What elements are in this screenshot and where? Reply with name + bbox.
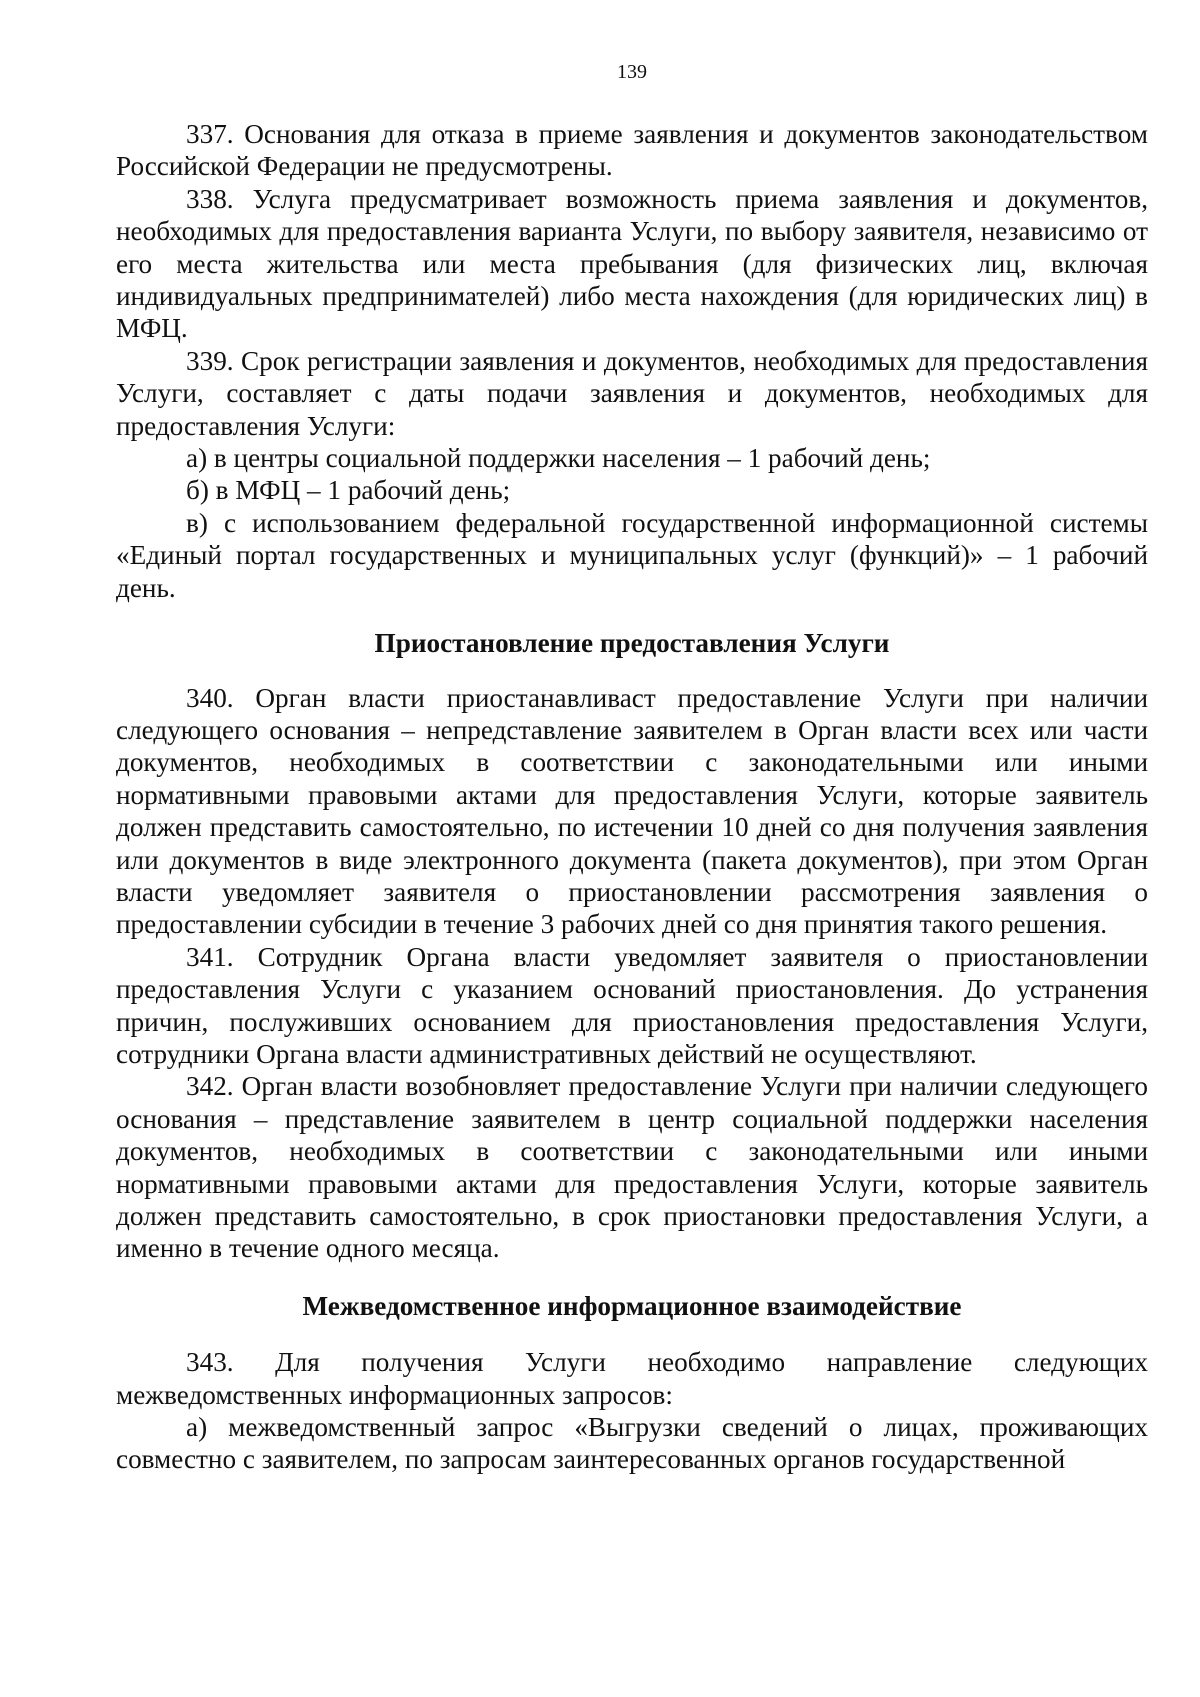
paragraph-339: 339. Срок регистрации заявления и документов, необходимых для предоставления Услуги, составляет с даты подачи заявления и документов, необходимых для предоставления Услуги: bbox=[116, 345, 1148, 441]
section-heading-suspension: Приостановление предоставления Услуги bbox=[374, 628, 890, 659]
page-number: 139 bbox=[617, 61, 647, 83]
paragraph-343-item-a: а) межведомственный запрос «Выгрузки сведений о лицах, проживающих совместно с заявителем, по запросам заинтересованных органов государственной bbox=[116, 1412, 1148, 1475]
paragraph-339-item-b: б) в МФЦ – 1 рабочий день; bbox=[186, 475, 511, 506]
section-heading-interagency: Межведомственное информационное взаимодействие bbox=[302, 1290, 962, 1321]
paragraph-341: 341. Сотрудник Органа власти уведомляет заявителя о приостановлении предоставления Услуги с указанием оснований приостановления. До устранения причин, послуживших основанием для приостановления предоставления Услуги, сотрудники Органа власти административных действий не осуществляют. bbox=[116, 941, 1148, 1069]
document-page bbox=[116, 60, 1148, 1476]
paragraph-339-item-v: в) с использованием федеральной государственной информационной системы «Единый портал государственных и муниципальных услуг (функций)» – 1 рабочий день. bbox=[116, 507, 1148, 603]
paragraph-339-item-a: а) в центры социальной поддержки населения – 1 рабочий день; bbox=[186, 443, 931, 474]
paragraph-342: 342. Орган власти возобновляет предоставление Услуги при наличии следующего основания – представление заявителем в центр социальной поддержки населения документов, необходимых в соответствии с законодательными или иными нормативными правовыми актами для предоставления Услуги, которые заявитель должен представить самостоятельно, в срок приостановки предоставления Услуги, а именно в течение одного месяца. bbox=[116, 1071, 1148, 1264]
paragraph-338: 338. Услуга предусматривает возможность приема заявления и документов, необходимых для предоставления варианта Услуги, по выбору заявителя, независимо от его места жительства или места пребывания (для физических лиц, включая индивидуальных предпринимателей) либо места нахождения (для юридических лиц) в МФЦ. bbox=[116, 183, 1148, 344]
paragraph-343: 343. Для получения Услуги необходимо направление следующих межведомственных информационных запросов: bbox=[116, 1347, 1148, 1410]
paragraph-337: 337. Основания для отказа в приеме заявления и документов законодательством Российской Федерации не предусмотрены. bbox=[116, 119, 1148, 182]
paragraph-340: 340. Орган власти приостанавливаст предоставление Услуги при наличии следующего основания – непредставление заявителем в Орган власти всех или части документов, необходимых в соответствии с законодательными или иными нормативными правовыми актами для предоставления Услуги, которые заявитель должен представить самостоятельно, по истечении 10 дней со дня получения заявления или документов в виде электронного документа (пакета документов), при этом Орган власти уведомляет заявителя о приостановлении рассмотрения заявления о предоставлении субсидии в течение 3 рабочих дней со дня принятия такого решения. bbox=[116, 682, 1148, 940]
